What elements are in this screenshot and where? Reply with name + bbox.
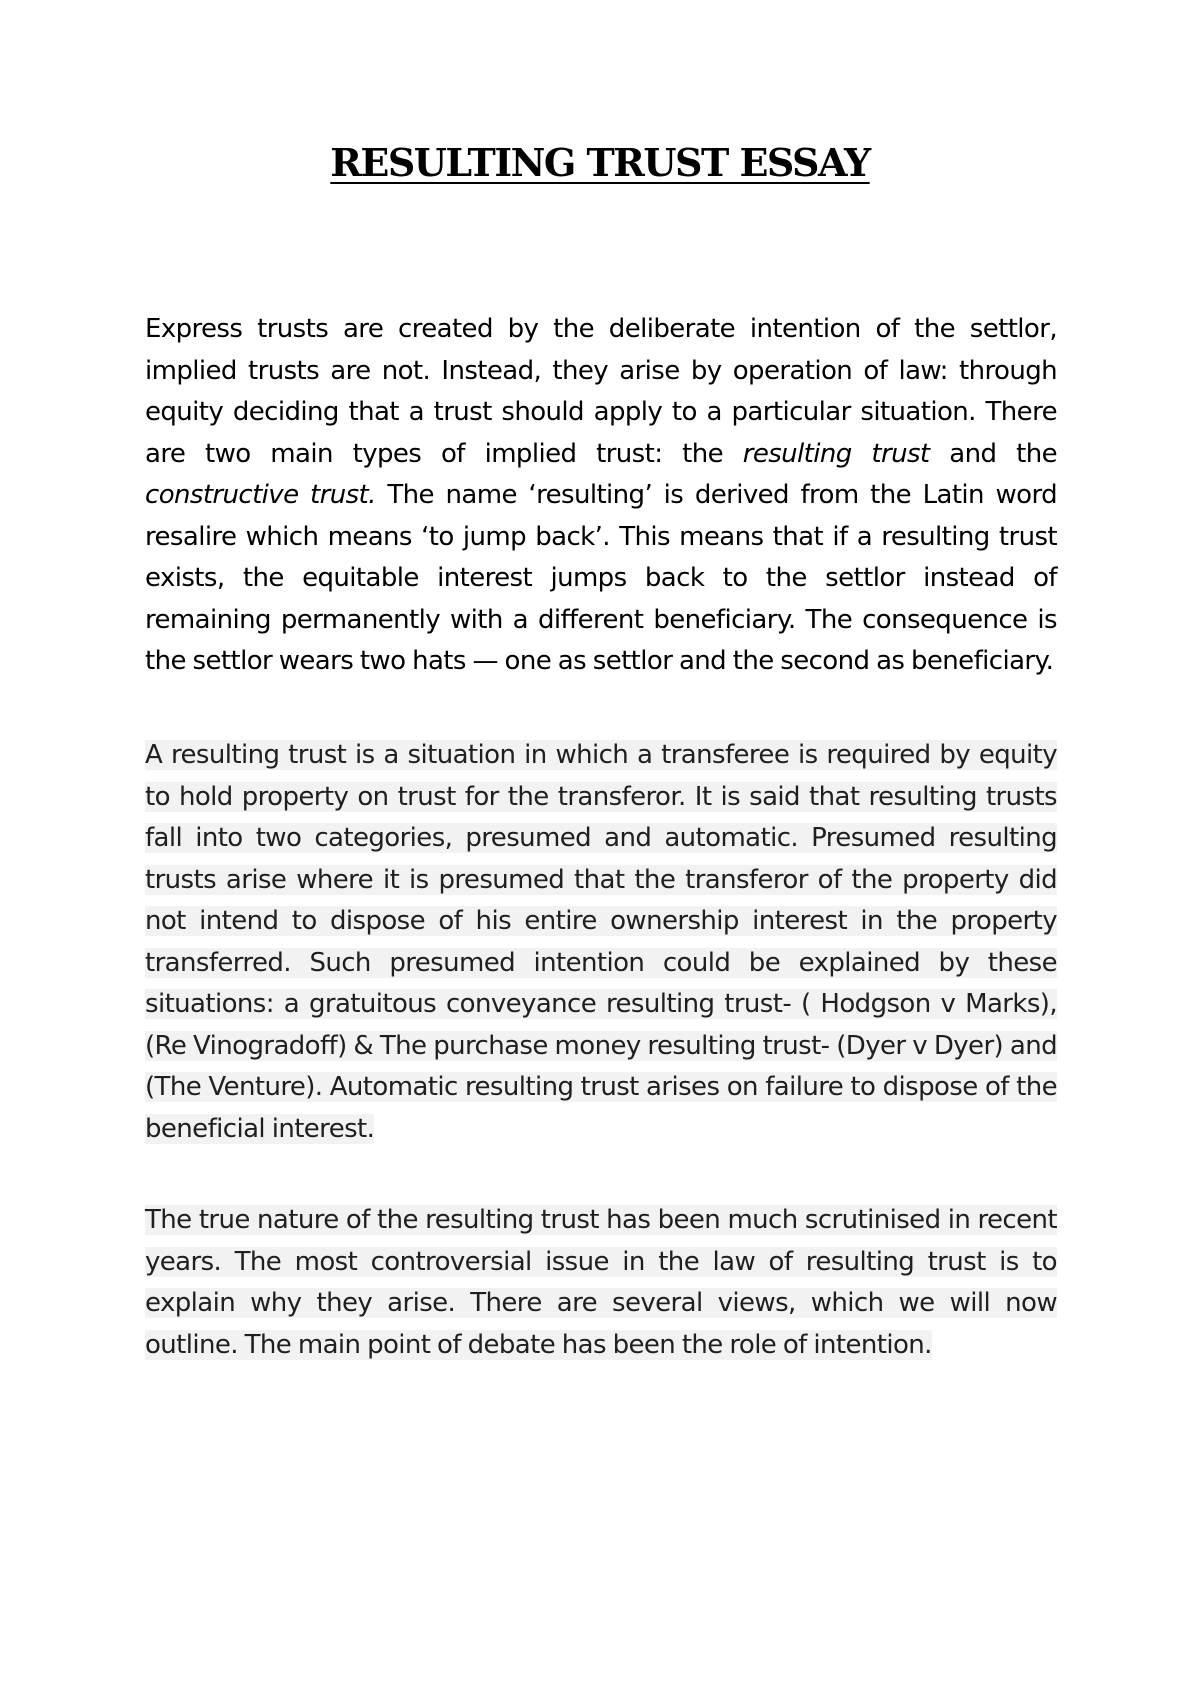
paragraph-definition bbox=[145, 735, 1057, 1150]
term-resulting-trust: resulting trust bbox=[742, 438, 930, 469]
paragraph-1-text-b: and the bbox=[929, 438, 1057, 469]
paragraph-nature bbox=[145, 1200, 1057, 1366]
paragraph-2-text: A resulting trust is a situation in which a transferee is required by equity to hold property on trust for the transferor. It is said that resulting trusts fall into two categories, presumed and automatic. Presumed resulting trusts arise where it is presumed that the transferor of the property did not intend to dispose of his entire ownership interest in the property transferred. Such presumed intention could be explained by these situations: a gratuitous conveyance resulting trust- ( Hodgson v Marks), (Re Vinogradoff) & The purchase money resulting trust- (Dyer v Dyer) and (The Venture). Automatic resulting trust arises on failure to dispose of the beneficial interest. bbox=[145, 740, 1057, 1144]
paragraph-3-text: The true nature of the resulting trust has been much scrutinised in recent years. The most controversial issue in the law of resulting trust is to explain why they arise. There are several views, which we will now outline. The main point of debate has been the role of intention. bbox=[145, 1205, 1057, 1360]
paragraph-1-text-c: The name ‘resulting’ is derived from the Latin word resalire which means ‘to jump back’. This means that if a resulting trust exists, the equitable interest jumps back to the settlor instead of remaining permanently with a different beneficiary. The consequence is the settlor wears two hats — one as settlor and the second as beneficiary. bbox=[145, 480, 1057, 676]
term-constructive-trust: constructive trust. bbox=[145, 480, 376, 510]
paragraph-introduction bbox=[145, 309, 1057, 683]
paragraph-1-text-a: Express trusts are created by the deliberate intention of the settlor, implied trusts are not. Instead, they arise by operation of law: through equity deciding that a trust should apply to a particular situation. There are two main types of implied trust: the bbox=[145, 314, 1057, 469]
document-title: RESULTING TRUST ESSAY bbox=[330, 140, 870, 185]
